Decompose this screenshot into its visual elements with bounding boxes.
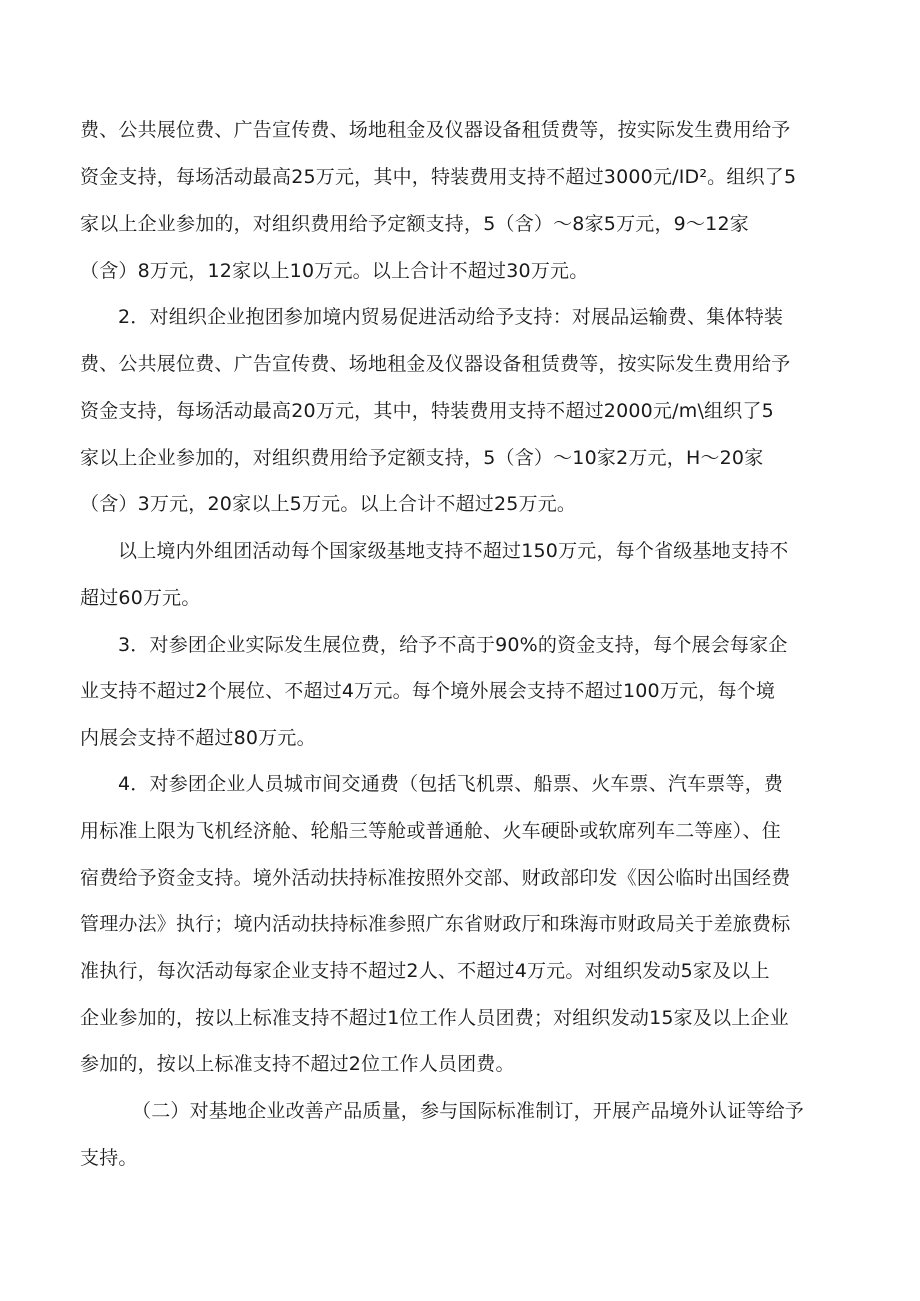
paragraph-line: 超过60万元。 [80, 587, 201, 609]
paragraph-line: 费、公共展位费、广告宣传费、场地租金及仪器设备租赁费等，按实际发生费用给予 [80, 353, 791, 375]
paragraph-line: 宿费给予资金支持。境外活动扶持标准按照外交部、财政部印发《因公临时出国经费 [80, 867, 791, 889]
paragraph-line: 2．对组织企业抱团参加境内贸易促进活动给予支持：对展品运输费、集体特装 [118, 306, 784, 328]
paragraph-line: 以上境内外组团活动每个国家级基地支持不超过150万元，每个省级基地支持不 [118, 540, 789, 562]
paragraph-line: 企业参加的，按以上标准支持不超过1位工作人员团费；对组织发动15家及以上企业 [80, 1007, 789, 1029]
paragraph-line: 资金支持，每场活动最高20万元，其中，特装费用支持不超过2000元/m\组织了5 [80, 400, 774, 422]
paragraph-line: 3．对参团企业实际发生展位费，给予不高于90%的资金支持，每个展会每家企 [118, 634, 788, 656]
paragraph-line: 费、公共展位费、广告宣传费、场地租金及仪器设备租赁费等，按实际发生费用给予 [80, 119, 791, 141]
paragraph-line: 准执行，每次活动每家企业支持不超过2人、不超过4万元。对组织发动5家及以上 [80, 960, 770, 982]
paragraph-line: 内展会支持不超过80万元。 [80, 727, 316, 749]
paragraph-line: 资金支持，每场活动最高25万元，其中，特装费用支持不超过3000元/ID²。组织了5 [80, 166, 797, 188]
paragraph-line: 参加的，按以上标准支持不超过2位工作人员团费。 [80, 1053, 515, 1075]
paragraph-line: 支持。 [80, 1147, 138, 1169]
paragraph-line: 4．对参团企业人员城市间交通费（包括飞机票、船票、火车票、汽车票等，费 [118, 773, 784, 795]
paragraph-line: 管理办法》执行；境内活动扶持标准参照广东省财政厅和珠海市财政局关于差旅费标 [80, 913, 791, 935]
paragraph-line: （含）8万元，12家以上10万元。以上合计不超过30万元。 [80, 260, 589, 282]
paragraph-line: 家以上企业参加的，对组织费用给予定额支持，5（含）～8家5万元，9～12家 [80, 213, 749, 235]
paragraph-line: 家以上企业参加的，对组织费用给予定额支持，5（含）～10家2万元，H～20家 [80, 447, 764, 469]
paragraph-line: （含）3万元，20家以上5万元。以上合计不超过25万元。 [80, 493, 577, 515]
paragraph-line: 用标准上限为飞机经济舱、轮船三等舱或普通舱、火车硬卧或软席列车二等座）、住 [80, 820, 781, 842]
paragraph-line: 业支持不超过2个展位、不超过4万元。每个境外展会支持不超过100万元，每个境 [80, 680, 776, 702]
section-heading-line: （二）对基地企业改善产品质量，参与国际标准制订，开展产品境外认证等给予 [132, 1100, 805, 1122]
